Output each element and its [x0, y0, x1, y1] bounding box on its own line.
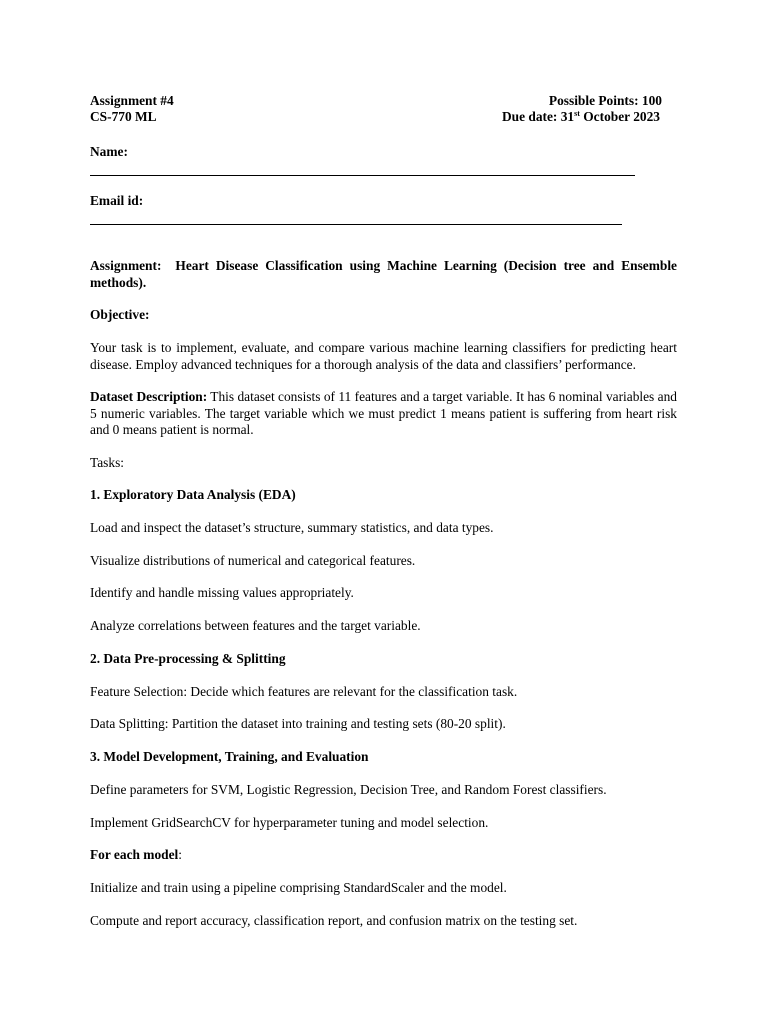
preprocessing-item: Data Splitting: Partition the dataset into training and testing sets (80-20 split). [90, 716, 506, 731]
assignment-number: Assignment #4 [90, 93, 174, 108]
due-date-ordinal: st [574, 109, 580, 118]
eda-item: Visualize distributions of numerical and categorical features. [90, 553, 416, 568]
due-date [502, 109, 660, 126]
assignment-title [90, 258, 677, 291]
tasks-label: Tasks: [90, 455, 125, 470]
due-date-prefix: Due date: 31 [501, 109, 575, 124]
assignment-label: Assignment: [90, 258, 162, 273]
each-model-heading [90, 847, 182, 864]
name-underline [90, 175, 635, 176]
eda-item: Identify and handle missing values appropriately. [90, 585, 354, 600]
dataset-description [90, 389, 677, 439]
objective-heading: Objective: [90, 307, 150, 322]
objective-text: Your task is to implement, evaluate, and compare various machine learning classifiers for predicting heart disease. Employ advanced techniques for a thorough analysis of the data and classifiers’ performance. [90, 340, 677, 372]
each-model-item: Compute and report accuracy, classification report, and confusion matrix on the testing set. [90, 913, 578, 928]
preprocessing-heading: 2. Data Pre-processing & Splitting [90, 651, 286, 666]
possible-points: Possible Points: 100 [548, 93, 662, 108]
course-code: CS-770 ML [90, 109, 157, 124]
model-item: Implement GridSearchCV for hyperparameter tuning and model selection. [90, 815, 489, 830]
assignment-title-text: Heart Disease Classification using Machine Learning (Decision tree and Ensemble methods). [90, 258, 678, 290]
dataset-label: Dataset Description: [90, 389, 208, 404]
eda-item: Analyze correlations between features and the target variable. [90, 618, 421, 633]
each-model-item: Initialize and train using a pipeline comprising StandardScaler and the model. [90, 880, 507, 895]
eda-heading: 1. Exploratory Data Analysis (EDA) [90, 487, 296, 502]
model-heading: 3. Model Development, Training, and Evaluation [90, 749, 369, 764]
model-item: Define parameters for SVM, Logistic Regression, Decision Tree, and Random Forest classifiers. [90, 782, 607, 797]
each-model-colon: : [178, 847, 182, 862]
due-date-suffix: October 2023 [579, 109, 660, 124]
email-underline [90, 224, 622, 225]
eda-item: Load and inspect the dataset’s structure, summary statistics, and data types. [90, 520, 494, 535]
dataset-text: This dataset consists of 11 features and a target variable. It has 6 nominal variables and 5 numeric variables. The target variable which we must predict 1 means patient is suffering from heart risk and 0 means patient is normal. [90, 389, 677, 437]
email-label: Email id: [90, 193, 144, 208]
each-model-label: For each model [90, 847, 179, 862]
name-label: Name: [90, 144, 128, 159]
preprocessing-item: Feature Selection: Decide which features are relevant for the classification task. [90, 684, 518, 699]
